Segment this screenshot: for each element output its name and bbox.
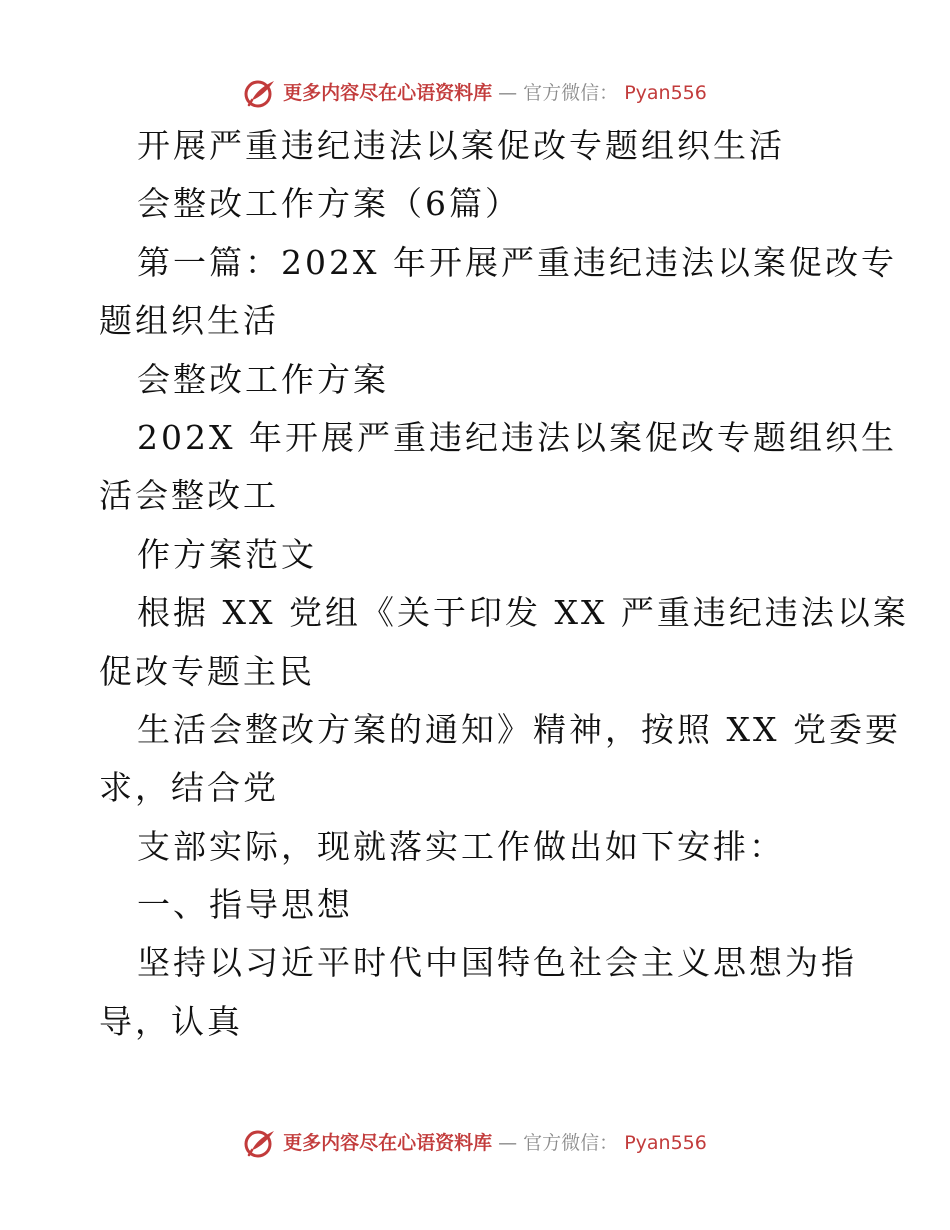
text-line: 求，结合党	[99, 768, 279, 808]
document-body	[0, 117, 950, 1051]
text-line: 根据 XX 党组《关于印发 XX 严重违纪违法以案	[137, 593, 909, 633]
quill-logo-icon	[243, 78, 277, 108]
header-watermark	[0, 78, 950, 108]
footer-watermark	[0, 1128, 950, 1158]
text-line: 坚持以习近平时代中国特色社会主义思想为指	[137, 943, 857, 983]
text-line: 导，认真	[99, 1001, 243, 1041]
text-line: 题组织生活	[99, 301, 279, 341]
text-line: 生活会整改方案的通知》精神，按照 XX 党委要	[137, 709, 901, 749]
text-line: 202X 年开展严重违纪违法以案促改专题组织生	[137, 417, 897, 457]
text-line: 第一篇：202X 年开展严重违纪违法以案促改专	[137, 242, 897, 282]
watermark-dash: —	[498, 82, 518, 104]
text-line: 一、指导思想	[137, 885, 353, 925]
text-line: 活会整改工	[99, 476, 279, 516]
watermark-dash: —	[498, 1132, 518, 1154]
text-line: 会整改工作方案（6篇）	[137, 184, 521, 224]
quill-logo-icon	[243, 1128, 277, 1158]
watermark-site-name: 更多内容尽在心语资料库	[283, 82, 493, 104]
text-line: 开展严重违纪违法以案促改专题组织生活	[137, 126, 785, 165]
watermark-wechat-account: Pyan556	[624, 82, 707, 104]
watermark-wechat-label: 官方微信：	[523, 1132, 619, 1154]
text-line: 会整改工作方案	[137, 359, 389, 399]
text-line: 支部实际，现就落实工作做出如下安排：	[137, 826, 785, 866]
watermark-wechat-account: Pyan556	[624, 1132, 707, 1154]
watermark-site-name: 更多内容尽在心语资料库	[283, 1132, 493, 1154]
text-line: 促改专题主民	[99, 651, 315, 691]
text-line: 作方案范文	[137, 534, 317, 574]
watermark-wechat-label: 官方微信：	[523, 82, 619, 104]
